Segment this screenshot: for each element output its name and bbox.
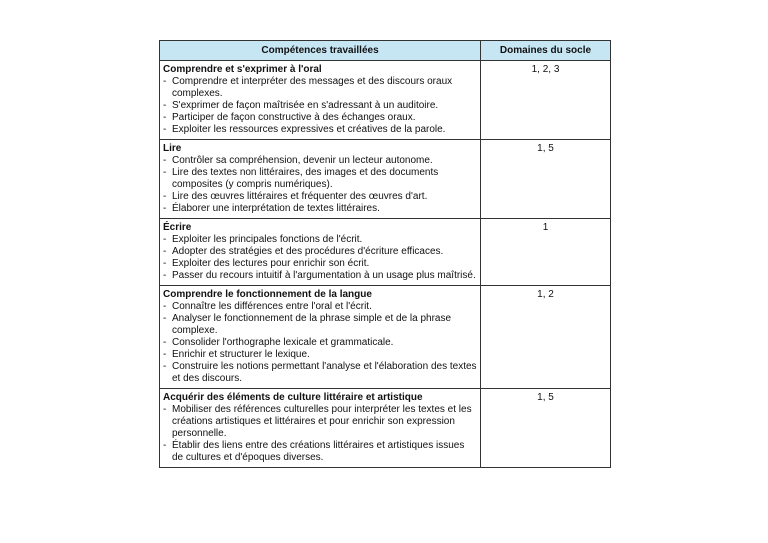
list-item: - Lire des œuvres littéraires et fréquenter des œuvres d'art. — [163, 191, 477, 203]
table-row — [160, 140, 611, 219]
list-item: - Exploiter les principales fonctions de l'écrit. — [163, 234, 477, 246]
header-competences: Compétences travaillées — [160, 41, 481, 61]
list-item: - Connaître les différences entre l'oral et l'écrit. — [163, 301, 477, 313]
list-item: - Adopter des stratégies et des procédures d'écriture efficaces. — [163, 246, 477, 258]
table-row — [160, 61, 611, 140]
competence-cell — [160, 219, 481, 286]
section-title: Comprendre et s'exprimer à l'oral — [163, 64, 322, 75]
list-item: - Contrôler sa compréhension, devenir un lecteur autonome. — [163, 155, 477, 167]
list-item: - Établir des liens entre des créations littéraires et artistiques issues de cultures et d'époques diverses. — [163, 440, 477, 464]
list-item: - Participer de façon constructive à des échanges oraux. — [163, 112, 477, 124]
list-item: - Comprendre et interpréter des messages et des discours oraux complexes. — [163, 76, 477, 100]
competence-list — [163, 76, 477, 136]
list-item: - Consolider l'orthographe lexicale et grammaticale. — [163, 337, 477, 349]
competence-cell — [160, 140, 481, 219]
section-title: Lire — [163, 143, 182, 154]
list-item: - Exploiter des lectures pour enrichir son écrit. — [163, 258, 477, 270]
competence-cell — [160, 286, 481, 389]
table-header-row — [160, 41, 611, 61]
section-title: Écrire — [163, 222, 192, 233]
list-item: - Mobiliser des références culturelles pour interpréter les textes et les créations artistiques et littéraires et pour enrichir son expression personnelle. — [163, 404, 477, 440]
list-item: - Construire les notions permettant l'analyse et l'élaboration des textes et des discours. — [163, 361, 477, 385]
list-item: - Enrichir et structurer le lexique. — [163, 349, 477, 361]
domains-cell: 1, 2 — [481, 286, 611, 389]
table-row — [160, 219, 611, 286]
list-item: - Élaborer une interprétation de textes littéraires. — [163, 203, 477, 215]
competence-list — [163, 234, 477, 282]
list-item: - Lire des textes non littéraires, des images et des documents composites (y compris numériques). — [163, 167, 477, 191]
competence-list — [163, 155, 477, 215]
competence-list — [163, 404, 477, 464]
table-body — [160, 61, 611, 468]
list-item: - S'exprimer de façon maîtrisée en s'adressant à un auditoire. — [163, 100, 477, 112]
competence-cell — [160, 61, 481, 140]
competence-list — [163, 301, 477, 385]
domains-cell: 1, 5 — [481, 140, 611, 219]
table-row — [160, 389, 611, 468]
list-item: - Exploiter les ressources expressives et créatives de la parole. — [163, 124, 477, 136]
domains-cell: 1 — [481, 219, 611, 286]
domains-cell: 1, 2, 3 — [481, 61, 611, 140]
section-title: Acquérir des éléments de culture littéraire et artistique — [163, 392, 423, 403]
competence-cell — [160, 389, 481, 468]
table-row — [160, 286, 611, 389]
section-title: Comprendre le fonctionnement de la langue — [163, 289, 372, 300]
competences-table — [159, 40, 611, 468]
header-domaines: Domaines du socle — [481, 41, 611, 61]
domains-cell: 1, 5 — [481, 389, 611, 468]
list-item: - Analyser le fonctionnement de la phrase simple et de la phrase complexe. — [163, 313, 477, 337]
list-item: - Passer du recours intuitif à l'argumentation à un usage plus maîtrisé. — [163, 270, 477, 282]
